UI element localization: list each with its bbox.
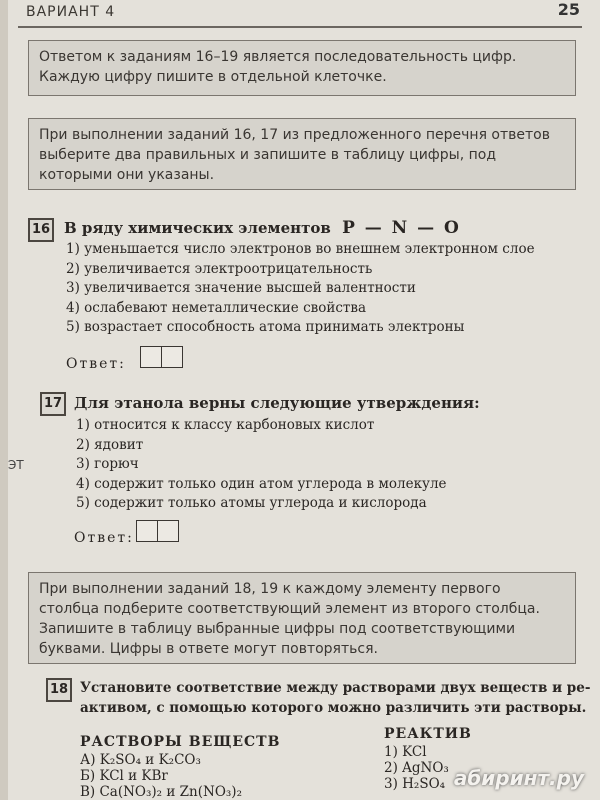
page-number: 25 bbox=[557, 0, 580, 19]
question-number-17: 17 bbox=[40, 392, 66, 416]
question-number-16: 16 bbox=[28, 218, 54, 242]
option: 3) горюч bbox=[76, 456, 139, 472]
option: 5) возрастает способность атома принимать электроны bbox=[66, 319, 465, 335]
option: 2) ядовит bbox=[76, 436, 144, 453]
option: 1) уменьшается число электронов во внешнем электронном слое bbox=[66, 241, 535, 257]
page-header bbox=[18, 0, 582, 28]
watermark-logo: абиринт.ру bbox=[453, 766, 584, 790]
option: 4) содержит только один атом углерода в молекуле bbox=[76, 475, 447, 492]
answer-cells-16[interactable] bbox=[140, 346, 181, 368]
question-17-title: Для этанола верны следующие утверждения: bbox=[74, 394, 480, 412]
adjacent-page-edge-text: ЭТ bbox=[8, 458, 24, 472]
question-16-text: В ряду химических элементов bbox=[64, 219, 331, 237]
element-series-formula: P — N — O bbox=[342, 218, 461, 238]
question-16-title bbox=[64, 218, 461, 238]
question-18-title-line1: Установите соответствие между растворами двух веществ и ре- bbox=[80, 680, 591, 696]
question-16-options bbox=[66, 240, 535, 338]
reagent-item: 1) KCl bbox=[384, 744, 427, 760]
option: 5) содержит только атомы углерода и кислорода bbox=[76, 495, 427, 511]
answer-cells-17[interactable] bbox=[136, 520, 177, 542]
option: 2) увеличивается электроотрицательность bbox=[66, 260, 373, 277]
instruction-box-choose-two: При выполнении заданий 16, 17 из предложенного перечня ответов выберите два правильных и запишите в таблицу цифры, под которыми они указаны. bbox=[28, 118, 576, 190]
solution-item: А) K₂SO₄ и K₂CO₃ bbox=[80, 752, 201, 768]
question-number-18: 18 bbox=[46, 678, 72, 702]
variant-label: ВАРИАНТ 4 bbox=[26, 4, 116, 20]
question-18-title-line2: активом, с помощью которого можно различить эти растворы. bbox=[80, 700, 587, 716]
column-header-solutions: РАСТВОРЫ ВЕЩЕСТВ bbox=[80, 734, 281, 750]
solution-item: В) Ca(NO₃)₂ и Zn(NO₃)₂ bbox=[80, 784, 242, 800]
option: 1) относится к классу карбоновых кислот bbox=[76, 417, 375, 433]
column-header-reagent: РЕАКТИВ bbox=[384, 726, 472, 742]
answer-label-16: Ответ: bbox=[66, 356, 126, 372]
option: 3) увеличивается значение высшей валентности bbox=[66, 280, 416, 296]
question-17-options bbox=[76, 416, 447, 514]
solutions-list bbox=[80, 752, 242, 800]
answer-cell[interactable] bbox=[140, 346, 162, 368]
answer-cell[interactable] bbox=[157, 520, 179, 542]
reagent-item: 3) H₂SO₄ bbox=[384, 776, 446, 792]
option: 4) ослабевают неметаллические свойства bbox=[66, 299, 367, 316]
solution-item: Б) KCl и KBr bbox=[80, 768, 168, 784]
answer-cell[interactable] bbox=[136, 520, 158, 542]
answer-label-17: Ответ: bbox=[74, 530, 134, 546]
reagent-item: 2) AgNO₃ bbox=[384, 760, 449, 776]
exam-page bbox=[8, 0, 600, 800]
reagent-list bbox=[384, 744, 449, 792]
instruction-box-sequence: Ответом к заданиям 16–19 является последовательность цифр. Каждую цифру пишите в отдельной клеточке. bbox=[28, 40, 576, 96]
instruction-box-matching: При выполнении заданий 18, 19 к каждому элементу первого столбца подберите соответствующий элемент из второго столбца. Запишите в таблицу выбранные цифры под соответствующими буквами. Цифры в ответе могут повторяться. bbox=[28, 572, 576, 664]
answer-cell[interactable] bbox=[161, 346, 183, 368]
